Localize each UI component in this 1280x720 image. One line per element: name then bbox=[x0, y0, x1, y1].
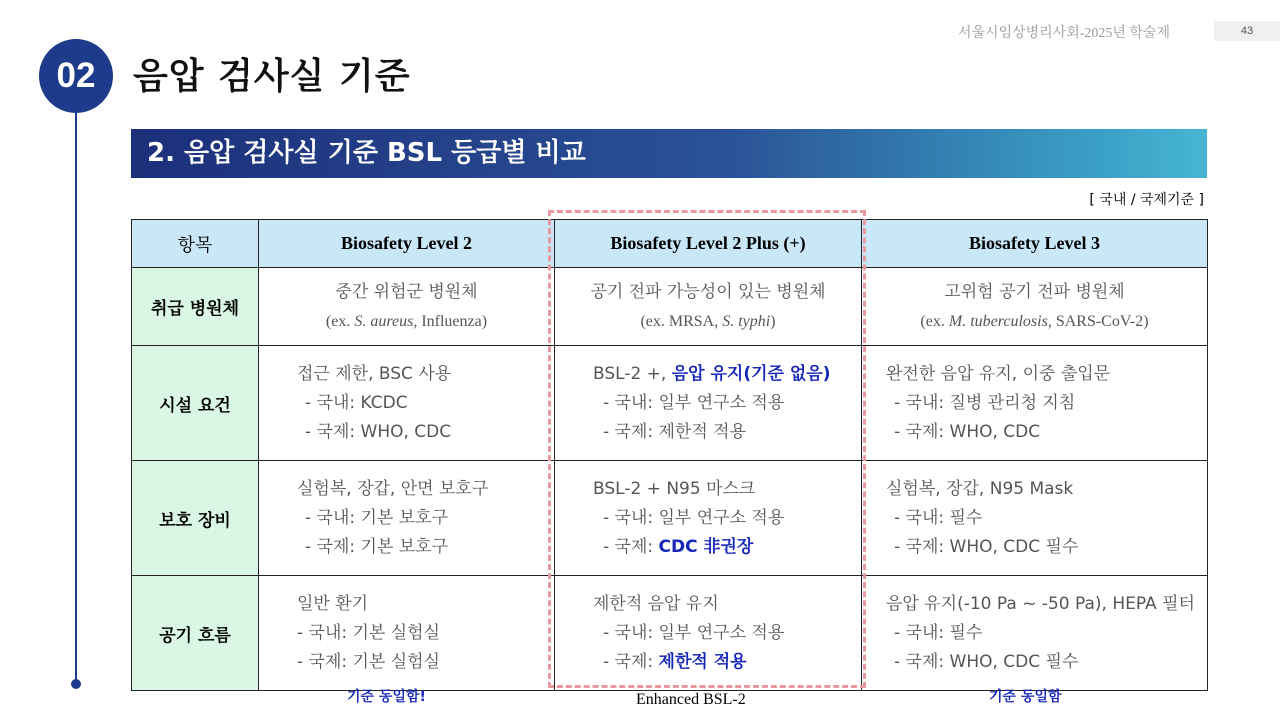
cell-example: (ex. M. tuberculosis, SARS-CoV-2) bbox=[920, 312, 1149, 330]
cell-domestic: - 국내: 일부 연구소 적용 bbox=[603, 507, 785, 528]
cell-international: - 국제: WHO, CDC 필수 bbox=[894, 536, 1079, 557]
cell-main-text: 공기 전파 가능성이 있는 병원체 bbox=[590, 281, 826, 302]
cell-domestic: - 국내: 기본 실험실 bbox=[297, 622, 441, 643]
cell-main-text: 완전한 음압 유지, 이중 출입문 bbox=[886, 363, 1111, 384]
footnote-enhanced-bsl2: Enhanced BSL-2 bbox=[636, 691, 746, 708]
highlight-text: 제한적 적용 bbox=[658, 651, 747, 672]
row-header-airflow: 공기 흐름 bbox=[132, 576, 259, 691]
cell-bsl2-plus-equipment bbox=[555, 461, 862, 576]
cell-domestic: - 국내: 일부 연구소 적용 bbox=[603, 392, 785, 413]
highlight-text: CDC 非권장 bbox=[658, 536, 754, 557]
cell-international: - 국제: 제한적 적용 bbox=[603, 651, 747, 672]
section-number-badge: 02 bbox=[39, 39, 113, 113]
cell-bsl2-pathogen bbox=[259, 268, 555, 346]
table-header-row bbox=[132, 220, 1208, 268]
timeline-line bbox=[75, 110, 77, 684]
row-header-facility: 시설 요건 bbox=[132, 346, 259, 461]
subtitle-bar bbox=[131, 129, 1207, 178]
cell-domestic: - 국내: 일부 연구소 적용 bbox=[603, 622, 785, 643]
column-header-item: 항목 bbox=[132, 220, 259, 268]
cell-domestic: - 국내: 기본 보호구 bbox=[305, 507, 449, 528]
subtitle-text: 2. 음압 검사실 기준 BSL 등급별 비교 bbox=[147, 138, 586, 168]
footnote-bsl2: 기준 동일함! bbox=[347, 689, 426, 705]
column-header-bsl2: Biosafety Level 2 bbox=[259, 220, 555, 268]
row-header-pathogen: 취급 병원체 bbox=[132, 268, 259, 346]
cell-domestic: - 국내: 필수 bbox=[894, 507, 983, 528]
cell-international: - 국제: 제한적 적용 bbox=[603, 421, 747, 442]
footnote-bsl3: 기준 동일함 bbox=[989, 689, 1062, 705]
cell-main-text: 음압 유지(-10 Pa ~ -50 Pa), HEPA 필터 bbox=[886, 593, 1195, 614]
cell-domestic: - 국내: KCDC bbox=[305, 392, 408, 413]
cell-bsl2-equipment bbox=[259, 461, 555, 576]
bsl-comparison-table bbox=[131, 219, 1208, 691]
cell-bsl2-plus-pathogen bbox=[555, 268, 862, 346]
page-number: 43 bbox=[1214, 21, 1280, 41]
cell-bsl3-pathogen bbox=[862, 268, 1208, 346]
timeline-dot bbox=[71, 679, 81, 689]
column-header-bsl3: Biosafety Level 3 bbox=[862, 220, 1208, 268]
row-header-equipment: 보호 장비 bbox=[132, 461, 259, 576]
header-text: 서울시임상병리사회-2025년 학술제 bbox=[958, 26, 1170, 41]
cell-international: - 국제: CDC 非권장 bbox=[603, 536, 754, 557]
standard-note: [ 국내 / 국제기준 ] bbox=[1089, 192, 1204, 208]
cell-example: (ex. S. aureus, Influenza) bbox=[325, 312, 488, 330]
cell-bsl3-facility bbox=[862, 346, 1208, 461]
cell-main-text: 실험복, 장갑, 안면 보호구 bbox=[297, 478, 489, 499]
cell-bsl2-plus-facility bbox=[555, 346, 862, 461]
cell-main-text: BSL-2 +, 음압 유지(기준 없음) bbox=[593, 363, 831, 384]
table-row bbox=[132, 576, 1208, 691]
column-header-bsl2-plus: Biosafety Level 2 Plus (+) bbox=[555, 220, 862, 268]
cell-main-text: 접근 제한, BSC 사용 bbox=[297, 363, 452, 384]
cell-international: - 국제: WHO, CDC bbox=[305, 421, 452, 442]
cell-main-text: 제한적 음압 유지 bbox=[593, 593, 719, 614]
cell-domestic: - 국내: 질병 관리청 지침 bbox=[894, 392, 1076, 413]
cell-bsl2-airflow bbox=[259, 576, 555, 691]
cell-example: (ex. MRSA, S. typhi) bbox=[640, 312, 776, 330]
cell-bsl3-equipment bbox=[862, 461, 1208, 576]
cell-bsl2-facility bbox=[259, 346, 555, 461]
cell-bsl2-plus-airflow bbox=[555, 576, 862, 691]
cell-main-text: 실험복, 장갑, N95 Mask bbox=[886, 478, 1074, 499]
cell-international: - 국제: 기본 실험실 bbox=[297, 651, 441, 672]
cell-main-text: 중간 위험군 병원체 bbox=[335, 281, 478, 302]
cell-international: - 국제: WHO, CDC bbox=[894, 421, 1041, 442]
cell-main-text: 일반 환기 bbox=[297, 593, 369, 614]
table-row bbox=[132, 268, 1208, 346]
table-row bbox=[132, 346, 1208, 461]
cell-main-text: BSL-2 + N95 마스크 bbox=[593, 478, 756, 499]
highlight-text: 음압 유지(기준 없음) bbox=[671, 363, 831, 384]
cell-international: - 국제: WHO, CDC 필수 bbox=[894, 651, 1079, 672]
cell-bsl3-airflow bbox=[862, 576, 1208, 691]
cell-international: - 국제: 기본 보호구 bbox=[305, 536, 449, 557]
table-row bbox=[132, 461, 1208, 576]
cell-domestic: - 국내: 필수 bbox=[894, 622, 983, 643]
cell-main-text: 고위험 공기 전파 병원체 bbox=[944, 281, 1125, 302]
page-title: 음압 검사실 기준 bbox=[133, 56, 411, 97]
